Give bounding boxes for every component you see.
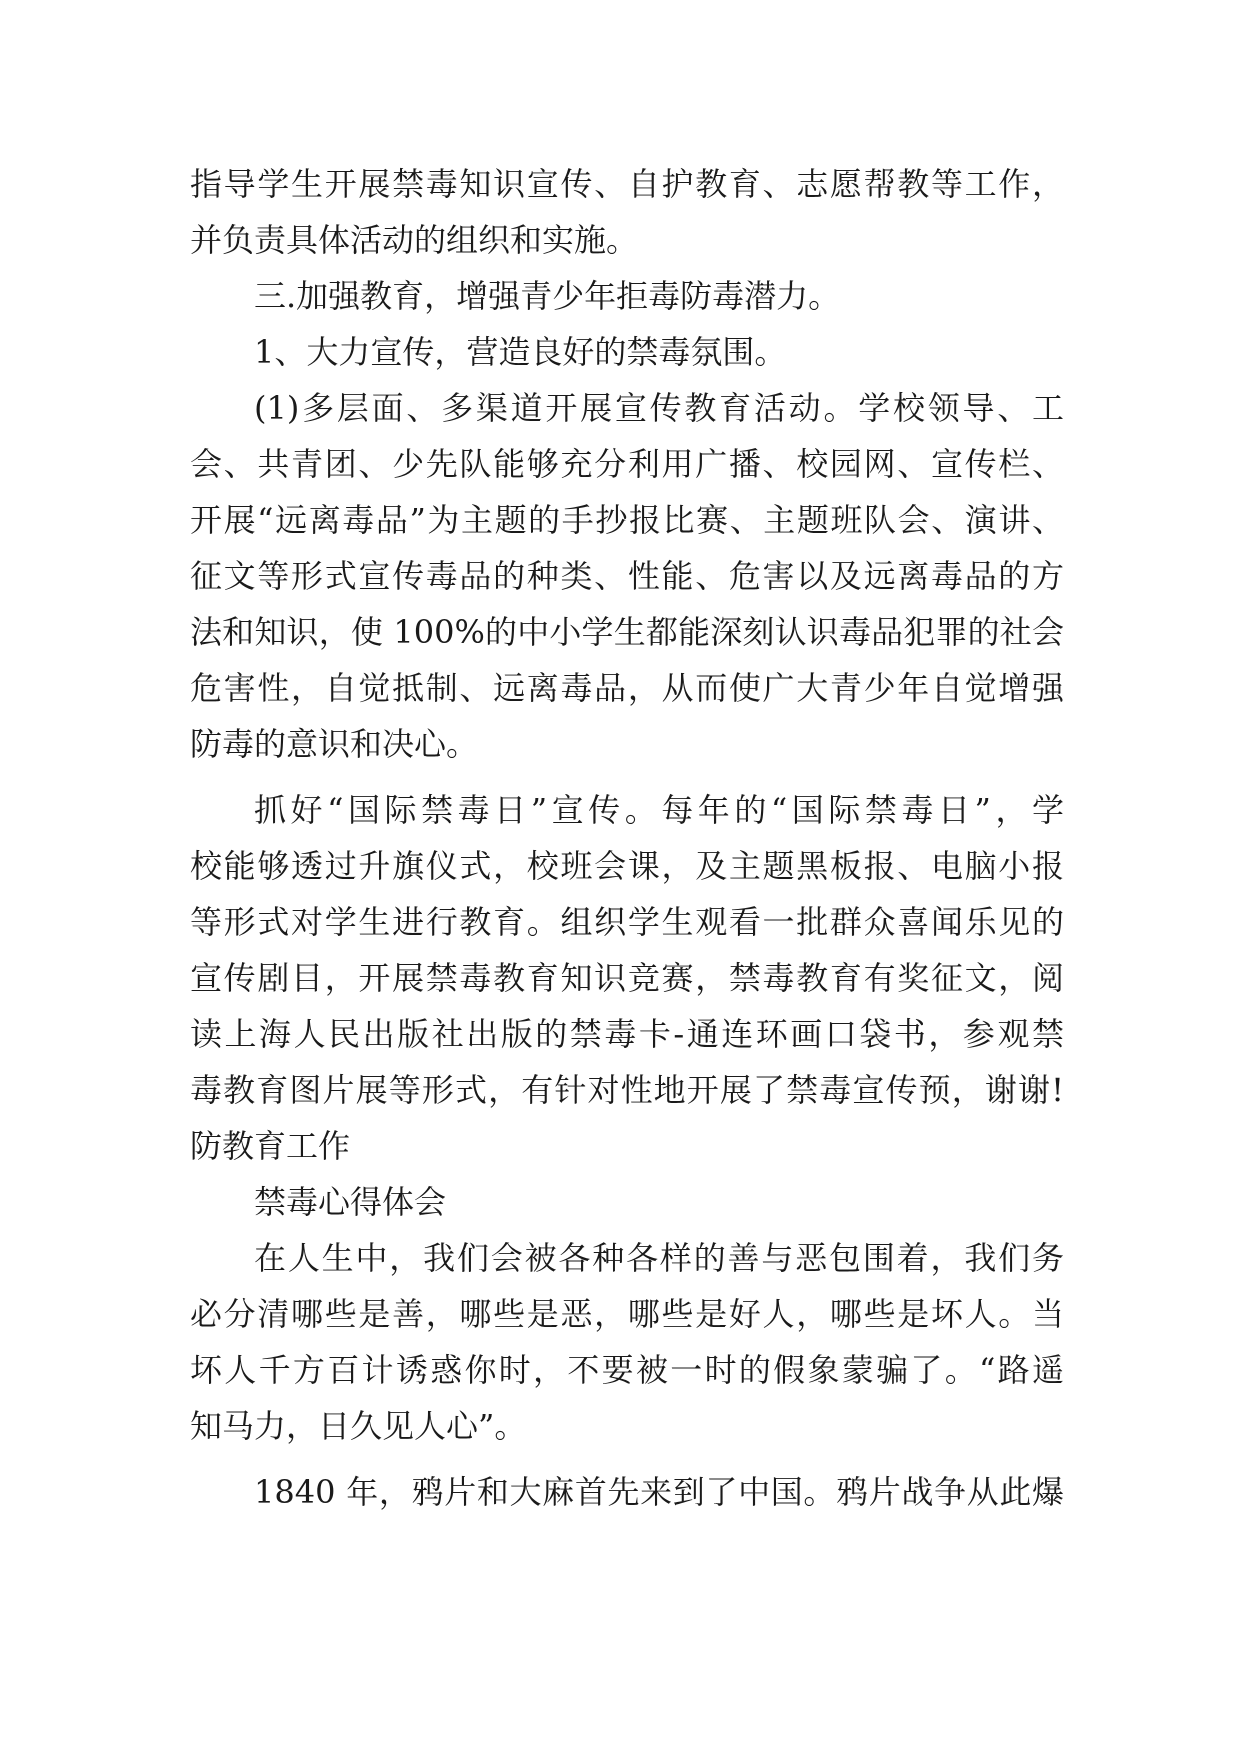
text-line-10: 危害性，自觉抵制、远离毒品，从而使广大青少年自觉增强 <box>190 669 1064 707</box>
text-line-16: 读上海人民出版社出版的禁毒卡-通连环画口袋书，参观禁 <box>190 1015 1064 1053</box>
text-line-18: 防教育工作 <box>190 1127 351 1165</box>
text-line-24: 1840 年，鸦片和大麻首先来到了中国。鸦片战争从此爆 <box>254 1473 1064 1511</box>
text-line-6: 会、共青团、少先队能够充分利用广播、校园网、宣传栏、 <box>190 445 1064 483</box>
text-line-15: 宣传剧目，开展禁毒教育知识竞赛，禁毒教育有奖征文，阅 <box>190 959 1064 997</box>
text-line-23: 知马力，日久见人心”。 <box>190 1407 527 1445</box>
text-line-20: 在人生中，我们会被各种各样的善与恶包围着，我们务 <box>254 1239 1064 1277</box>
text-line-8: 征文等形式宣传毒品的种类、性能、危害以及远离毒品的方 <box>190 557 1064 595</box>
subsection-heading-1: 1、大力宣传，营造良好的禁毒氛围。 <box>254 333 787 371</box>
text-line-5: (1)多层面、多渠道开展宣传教育活动。学校领导、工 <box>254 389 1064 427</box>
text-line-21: 必分清哪些是善，哪些是恶，哪些是好人，哪些是坏人。当 <box>190 1295 1064 1333</box>
text-line-14: 等形式对学生进行教育。组织学生观看一批群众喜闻乐见的 <box>190 903 1064 941</box>
text-line-17: 毒教育图片展等形式，有针对性地开展了禁毒宣传预，谢谢! <box>190 1071 1064 1109</box>
text-line-2: 并负责具体活动的组织和实施。 <box>190 221 639 259</box>
text-line-9: 法和知识，使 100%的中小学生都能深刻认识毒品犯罪的社会 <box>190 613 1064 651</box>
section-heading-3: 三.加强教育，增强青少年拒毒防毒潜力。 <box>254 277 841 315</box>
section-title-experience: 禁毒心得体会 <box>254 1183 447 1221</box>
text-line-7: 开展“远离毒品”为主题的手抄报比赛、主题班队会、演讲、 <box>190 501 1064 539</box>
text-line-13: 校能够透过升旗仪式，校班会课，及主题黑板报、电脑小报 <box>190 847 1064 885</box>
text-line-12: 抓好“国际禁毒日”宣传。每年的“国际禁毒日”，学 <box>254 791 1064 829</box>
text-line-11: 防毒的意识和决心。 <box>190 725 479 763</box>
text-line-22: 坏人千方百计诱惑你时，不要被一时的假象蒙骗了。“路遥 <box>190 1351 1064 1389</box>
body-text <box>190 156 1064 1520</box>
text-line-1: 指导学生开展禁毒知识宣传、自护教育、志愿帮教等工作， <box>190 165 1064 203</box>
